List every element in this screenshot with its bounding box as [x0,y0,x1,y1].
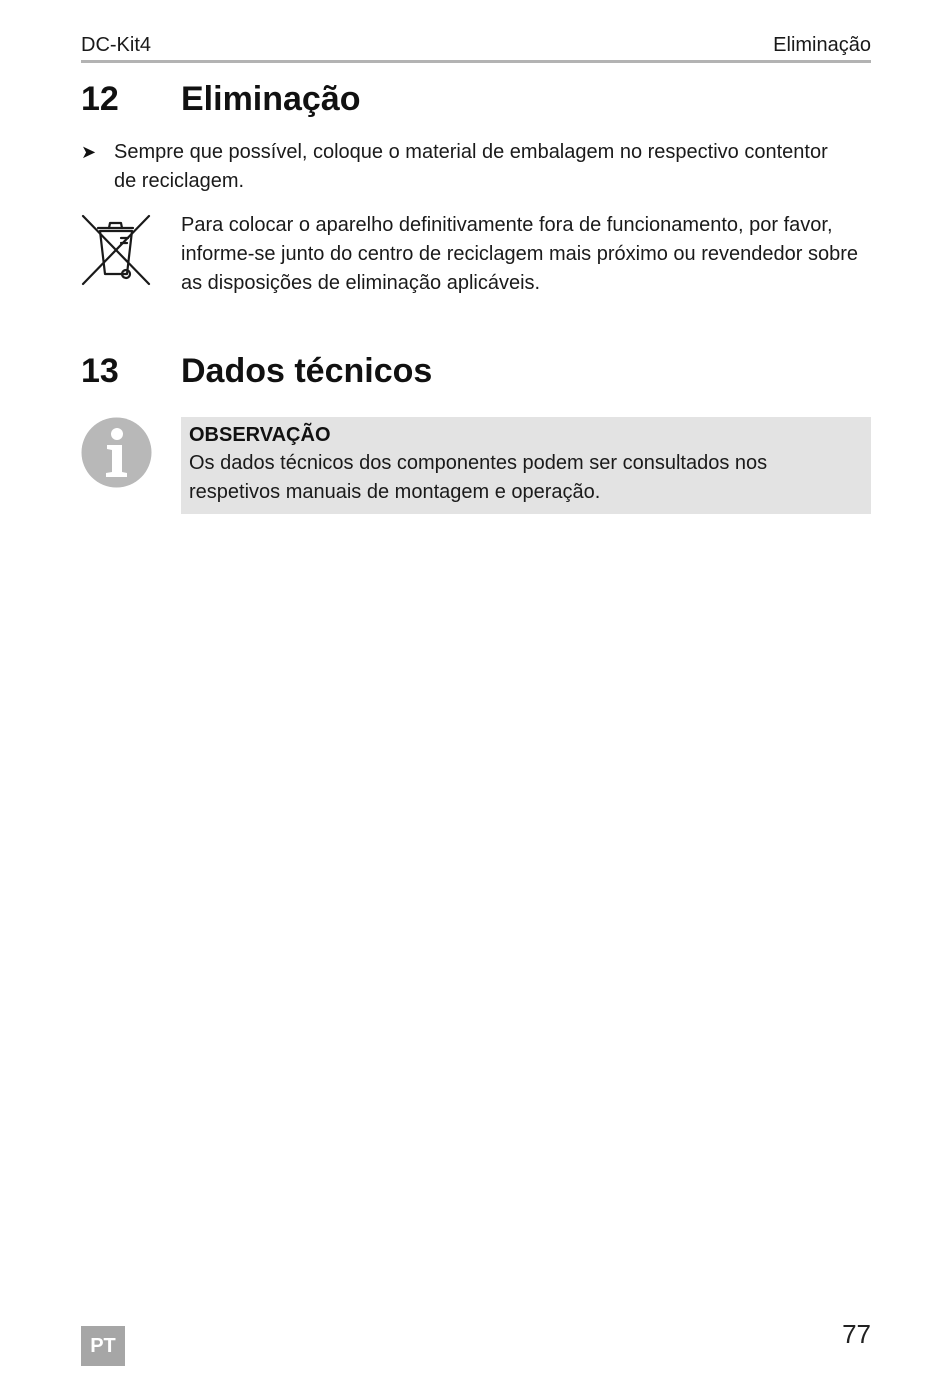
language-badge: PT [81,1326,125,1366]
info-icon [81,417,152,488]
crossed-out-wheelie-bin-icon [81,214,151,286]
section-number: 13 [81,352,119,390]
page-number: 77 [842,1319,871,1349]
section-title: Dados técnicos [181,352,433,390]
document-title: DC-Kit4 [81,34,152,56]
bullet-text: Sempre que possível, coloque o material de embalagem no respectivo contentor de reciclagem. [114,141,828,192]
note-text: Os dados técnicos dos componentes podem ser consultados nos respetivos manuais de montagem e operação. [189,452,768,503]
note-box [181,417,871,514]
section-title: Eliminação [181,80,361,118]
arrow-icon: ➤ [81,142,97,162]
disposal-instructions: Para colocar o aparelho definitivamente fora de funcionamento, por favor, informe-se junto do centro de reciclagem mais próximo ou revendedor sobre as disposições de eliminação aplicáveis. [181,214,859,294]
chapter-title: Eliminação [773,34,871,56]
section-number: 12 [81,80,119,118]
section-heading-12 [81,79,871,119]
note-title: OBSERVAÇÃO [189,424,331,446]
page-header [81,32,871,63]
section-heading-13 [81,351,871,391]
